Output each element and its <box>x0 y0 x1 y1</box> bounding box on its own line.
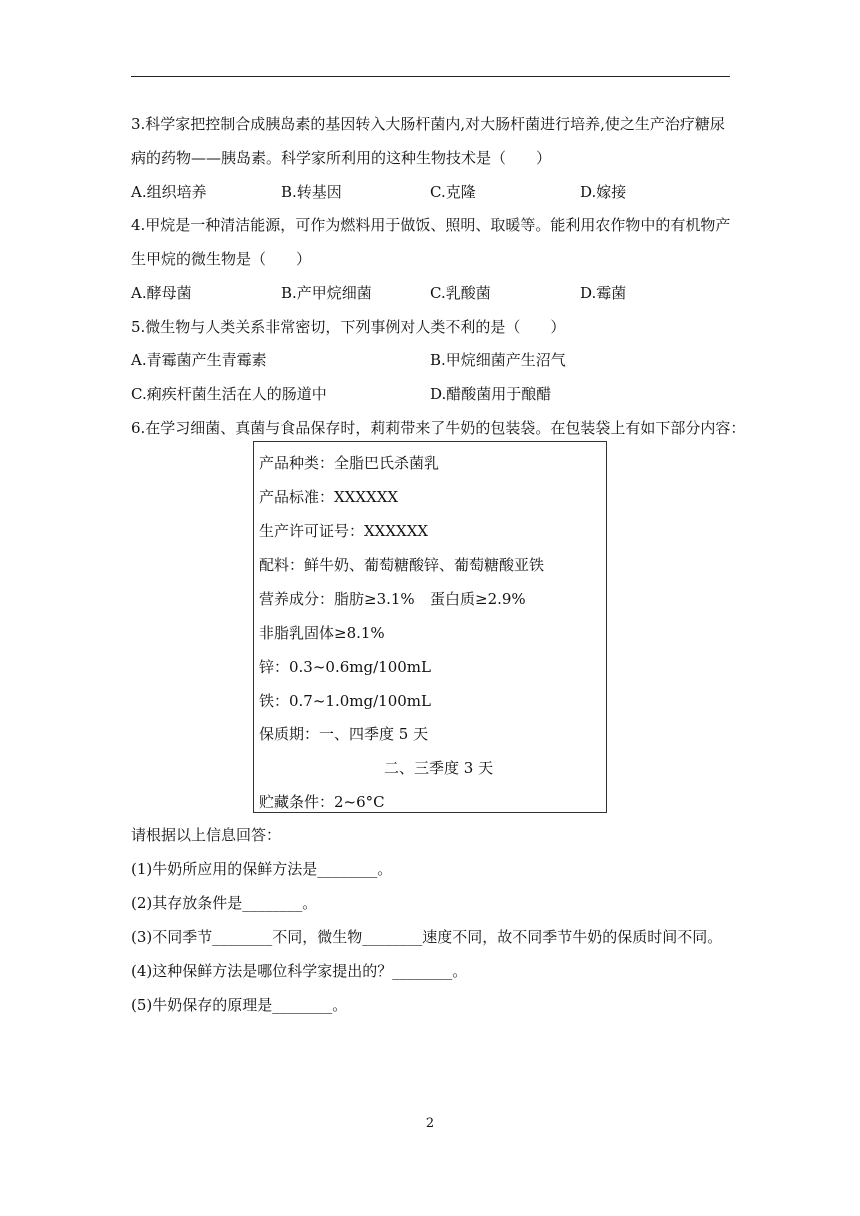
q5-option-c: C.痢疾杆菌生活在人的肠道中 <box>131 385 327 403</box>
q3-option-d: D.嫁接 <box>580 183 627 201</box>
q4-stem-line2: 生甲烷的微生物是（ ） <box>131 250 312 268</box>
label-nutrition-protein: 蛋白质≥2.9% <box>430 590 526 608</box>
label-shelf-life-q1q4: 保质期：一、四季度 5 天 <box>259 725 429 743</box>
label-product-standard: 产品标准：XXXXXX <box>259 488 399 506</box>
label-shelf-life-q2q3: 二、三季度 3 天 <box>384 759 494 777</box>
q3-option-a: A.组织培养 <box>131 183 207 201</box>
label-nonfat-solids: 非脂乳固体≥8.1% <box>259 624 385 642</box>
label-nutrition-fat: 营养成分：脂肪≥3.1% <box>259 590 415 608</box>
q5-stem: 5.微生物与人类关系非常密切，下列事例对人类不利的是（ ） <box>131 318 566 336</box>
milk-package-label-box <box>253 441 607 813</box>
q6-sub-4: (4)这种保鲜方法是哪位科学家提出的？________。 <box>131 962 468 980</box>
q6-sub-2: (2)其存放条件是________。 <box>131 894 318 912</box>
label-license-number: 生产许可证号：XXXXXX <box>259 522 429 540</box>
q4-option-d: D.霉菌 <box>580 284 627 302</box>
page-number: 2 <box>425 1116 435 1131</box>
q4-option-b: B.产甲烷细菌 <box>281 284 372 302</box>
label-zinc: 锌：0.3~0.6mg/100mL <box>259 658 431 676</box>
q6-sub-1: (1)牛奶所应用的保鲜方法是________。 <box>131 860 393 878</box>
q6-sub-5: (5)牛奶保存的原理是________。 <box>131 996 348 1014</box>
q4-option-c: C.乳酸菌 <box>430 284 491 302</box>
q6-prompt: 请根据以上信息回答： <box>131 826 282 844</box>
q5-option-b: B.甲烷细菌产生沼气 <box>430 351 566 369</box>
label-product-type: 产品种类：全脂巴氏杀菌乳 <box>259 454 440 472</box>
q3-option-c: C.克隆 <box>430 183 476 201</box>
q6-sub-3: (3)不同季节________不同，微生物________速度不同，故不同季节牛奶的保质时间不同。 <box>131 928 723 946</box>
q3-stem-line2: 病的药物——胰岛素。科学家所利用的这种生物技术是（ ） <box>131 149 552 167</box>
label-storage: 贮藏条件：2~6°C <box>259 793 385 811</box>
q5-option-a: A.青霉菌产生青霉素 <box>131 351 267 369</box>
label-iron: 铁：0.7~1.0mg/100mL <box>259 692 431 710</box>
q5-option-d: D.醋酸菌用于酿醋 <box>430 385 552 403</box>
q3-stem-line1: 3.科学家把控制合成胰岛素的基因转入大肠杆菌内,对大肠杆菌进行培养,使之生产治疗糖尿 <box>131 115 725 133</box>
q3-option-b: B.转基因 <box>281 183 342 201</box>
q4-stem-line1: 4.甲烷是一种清洁能源，可作为燃料用于做饭、照明、取暖等。能利用农作物中的有机物产 <box>131 216 731 234</box>
header-rule <box>131 76 730 77</box>
q6-stem: 6.在学习细菌、真菌与食品保存时，莉莉带来了牛奶的包装袋。在包装袋上有如下部分内容： <box>131 419 746 437</box>
label-ingredients: 配料：鲜牛奶、葡萄糖酸锌、葡萄糖酸亚铁 <box>259 556 545 574</box>
q4-option-a: A.酵母菌 <box>131 284 192 302</box>
